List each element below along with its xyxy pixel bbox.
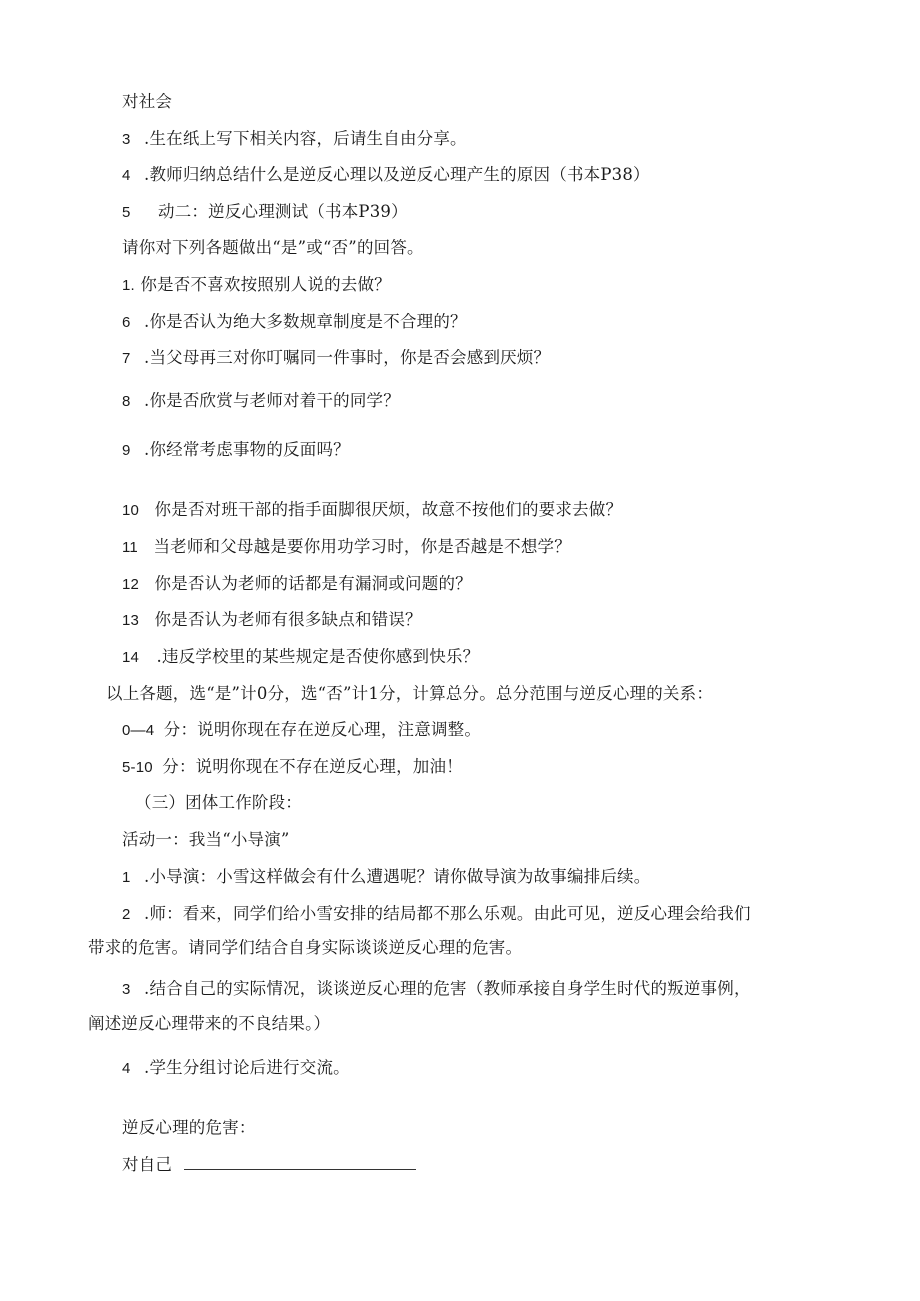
section-heading xyxy=(135,793,302,813)
text-line-instruction xyxy=(122,238,424,258)
list-item-3 xyxy=(122,129,467,150)
line-text: 你是否不喜欢按照别人说的去做？ xyxy=(140,275,391,294)
line-text: 分：说明你现在存在逆反心理，注意调整。 xyxy=(163,720,482,739)
line-text: 逆反心理的危害： xyxy=(122,1118,256,1137)
question-10 xyxy=(122,500,622,521)
score-range: 0—4 xyxy=(122,722,155,739)
text-line-1 xyxy=(122,92,172,112)
line-text: 动二：逆反心理测试（书本P39） xyxy=(158,202,408,221)
line-text: 你是否对班干部的指手面脚很厌烦，故意不按他们的要求去做？ xyxy=(154,500,623,519)
line-text: （三）团体工作阶段： xyxy=(135,793,302,812)
item-number: 10 xyxy=(122,502,140,519)
line-text: .当父母再三对你叮嘱同一件事时，你是否会感到厌烦？ xyxy=(144,348,551,367)
item-number: 11 xyxy=(122,539,138,556)
item-number: 3 xyxy=(122,981,131,998)
question-7 xyxy=(122,348,550,369)
item-number: 5 xyxy=(122,204,131,221)
question-14 xyxy=(122,647,479,668)
line-text: .你是否欣赏与老师对着干的同学？ xyxy=(144,391,400,410)
line-text: .学生分组讨论后进行交流。 xyxy=(144,1058,350,1077)
item-number: 13 xyxy=(122,612,140,629)
item-number: 8 xyxy=(122,393,131,410)
score-range-5-10 xyxy=(122,757,463,778)
score-range: 5-10 xyxy=(122,759,153,776)
question-1 xyxy=(122,275,391,296)
question-13 xyxy=(122,610,422,631)
item-number: 4 xyxy=(122,1060,131,1077)
line-text: .你是否认为绝大多数规章制度是不合理的？ xyxy=(144,312,467,331)
line-text: .违反学校里的某些规定是否使你感到快乐？ xyxy=(156,647,480,666)
line-text: 阐述逆反心理带来的不良结果。） xyxy=(88,1014,331,1033)
score-range-0-4 xyxy=(122,720,481,741)
scoring-rule xyxy=(106,684,713,704)
line-text: 以上各题，选“是”计0分，选“否”计1分，计算总分。总分范围与逆反心理的关系： xyxy=(106,684,714,703)
line-text: .结合自己的实际情况，谈谈逆反心理的危害（教师承接自身学生时代的叛逆事例， xyxy=(144,979,751,998)
item-number: 6 xyxy=(122,314,131,331)
question-11 xyxy=(122,537,571,558)
activity-step-2-cont xyxy=(88,938,522,958)
item-number: 14 xyxy=(122,649,140,666)
line-text: .生在纸上写下相关内容，后请生自由分享。 xyxy=(144,129,467,148)
line-text: 对自己 xyxy=(122,1155,173,1174)
activity-step-1 xyxy=(122,867,650,888)
activity-step-3-cont xyxy=(88,1014,330,1034)
activity-step-2 xyxy=(122,904,751,925)
activity-step-3 xyxy=(122,979,751,1000)
line-text: .师：看来，同学们给小雪安排的结局都不那么乐观。由此可见，逆反心理会给我们 xyxy=(144,904,751,923)
line-text: .你经常考虑事物的反面吗？ xyxy=(144,440,350,459)
line-text: 你是否认为老师有很多缺点和错误？ xyxy=(154,610,422,629)
question-12 xyxy=(122,574,472,595)
item-number: 2 xyxy=(122,906,131,923)
list-item-4 xyxy=(122,165,650,186)
item-number: 9 xyxy=(122,442,131,459)
item-number: 12 xyxy=(122,576,140,593)
fill-in-blank[interactable] xyxy=(184,1155,416,1170)
list-item-5 xyxy=(122,202,408,223)
item-number: 3 xyxy=(122,131,131,148)
line-text: 带求的危害。请同学们结合自身实际谈谈逆反心理的危害。 xyxy=(88,938,523,957)
item-number: 1 xyxy=(122,869,131,886)
harm-to-self xyxy=(122,1155,416,1175)
line-text: 活动一：我当“小导演” xyxy=(122,830,290,849)
question-9 xyxy=(122,440,350,461)
item-number: 4 xyxy=(122,167,131,184)
line-text: 分：说明你现在不存在逆反心理，加油！ xyxy=(162,757,463,776)
question-8 xyxy=(122,391,400,412)
line-text: 你是否认为老师的话都是有漏洞或问题的？ xyxy=(154,574,472,593)
line-text: .教师归纳总结什么是逆反心理以及逆反心理产生的原因（书本P38） xyxy=(144,165,650,184)
harm-heading xyxy=(122,1118,256,1138)
line-text: 当老师和父母越是要你用功学习时，你是否越是不想学？ xyxy=(153,537,571,556)
item-number: 7 xyxy=(122,350,131,367)
line-text: 请你对下列各题做出“是”或“否”的回答。 xyxy=(122,238,424,257)
line-text: .小导演：小雪这样做会有什么遭遇呢？请你做导演为故事编排后续。 xyxy=(144,867,651,886)
question-6 xyxy=(122,312,467,333)
activity-step-4 xyxy=(122,1058,350,1079)
item-number: 1. xyxy=(122,277,135,294)
line-text: 对社会 xyxy=(122,92,173,111)
activity-title xyxy=(122,830,290,850)
